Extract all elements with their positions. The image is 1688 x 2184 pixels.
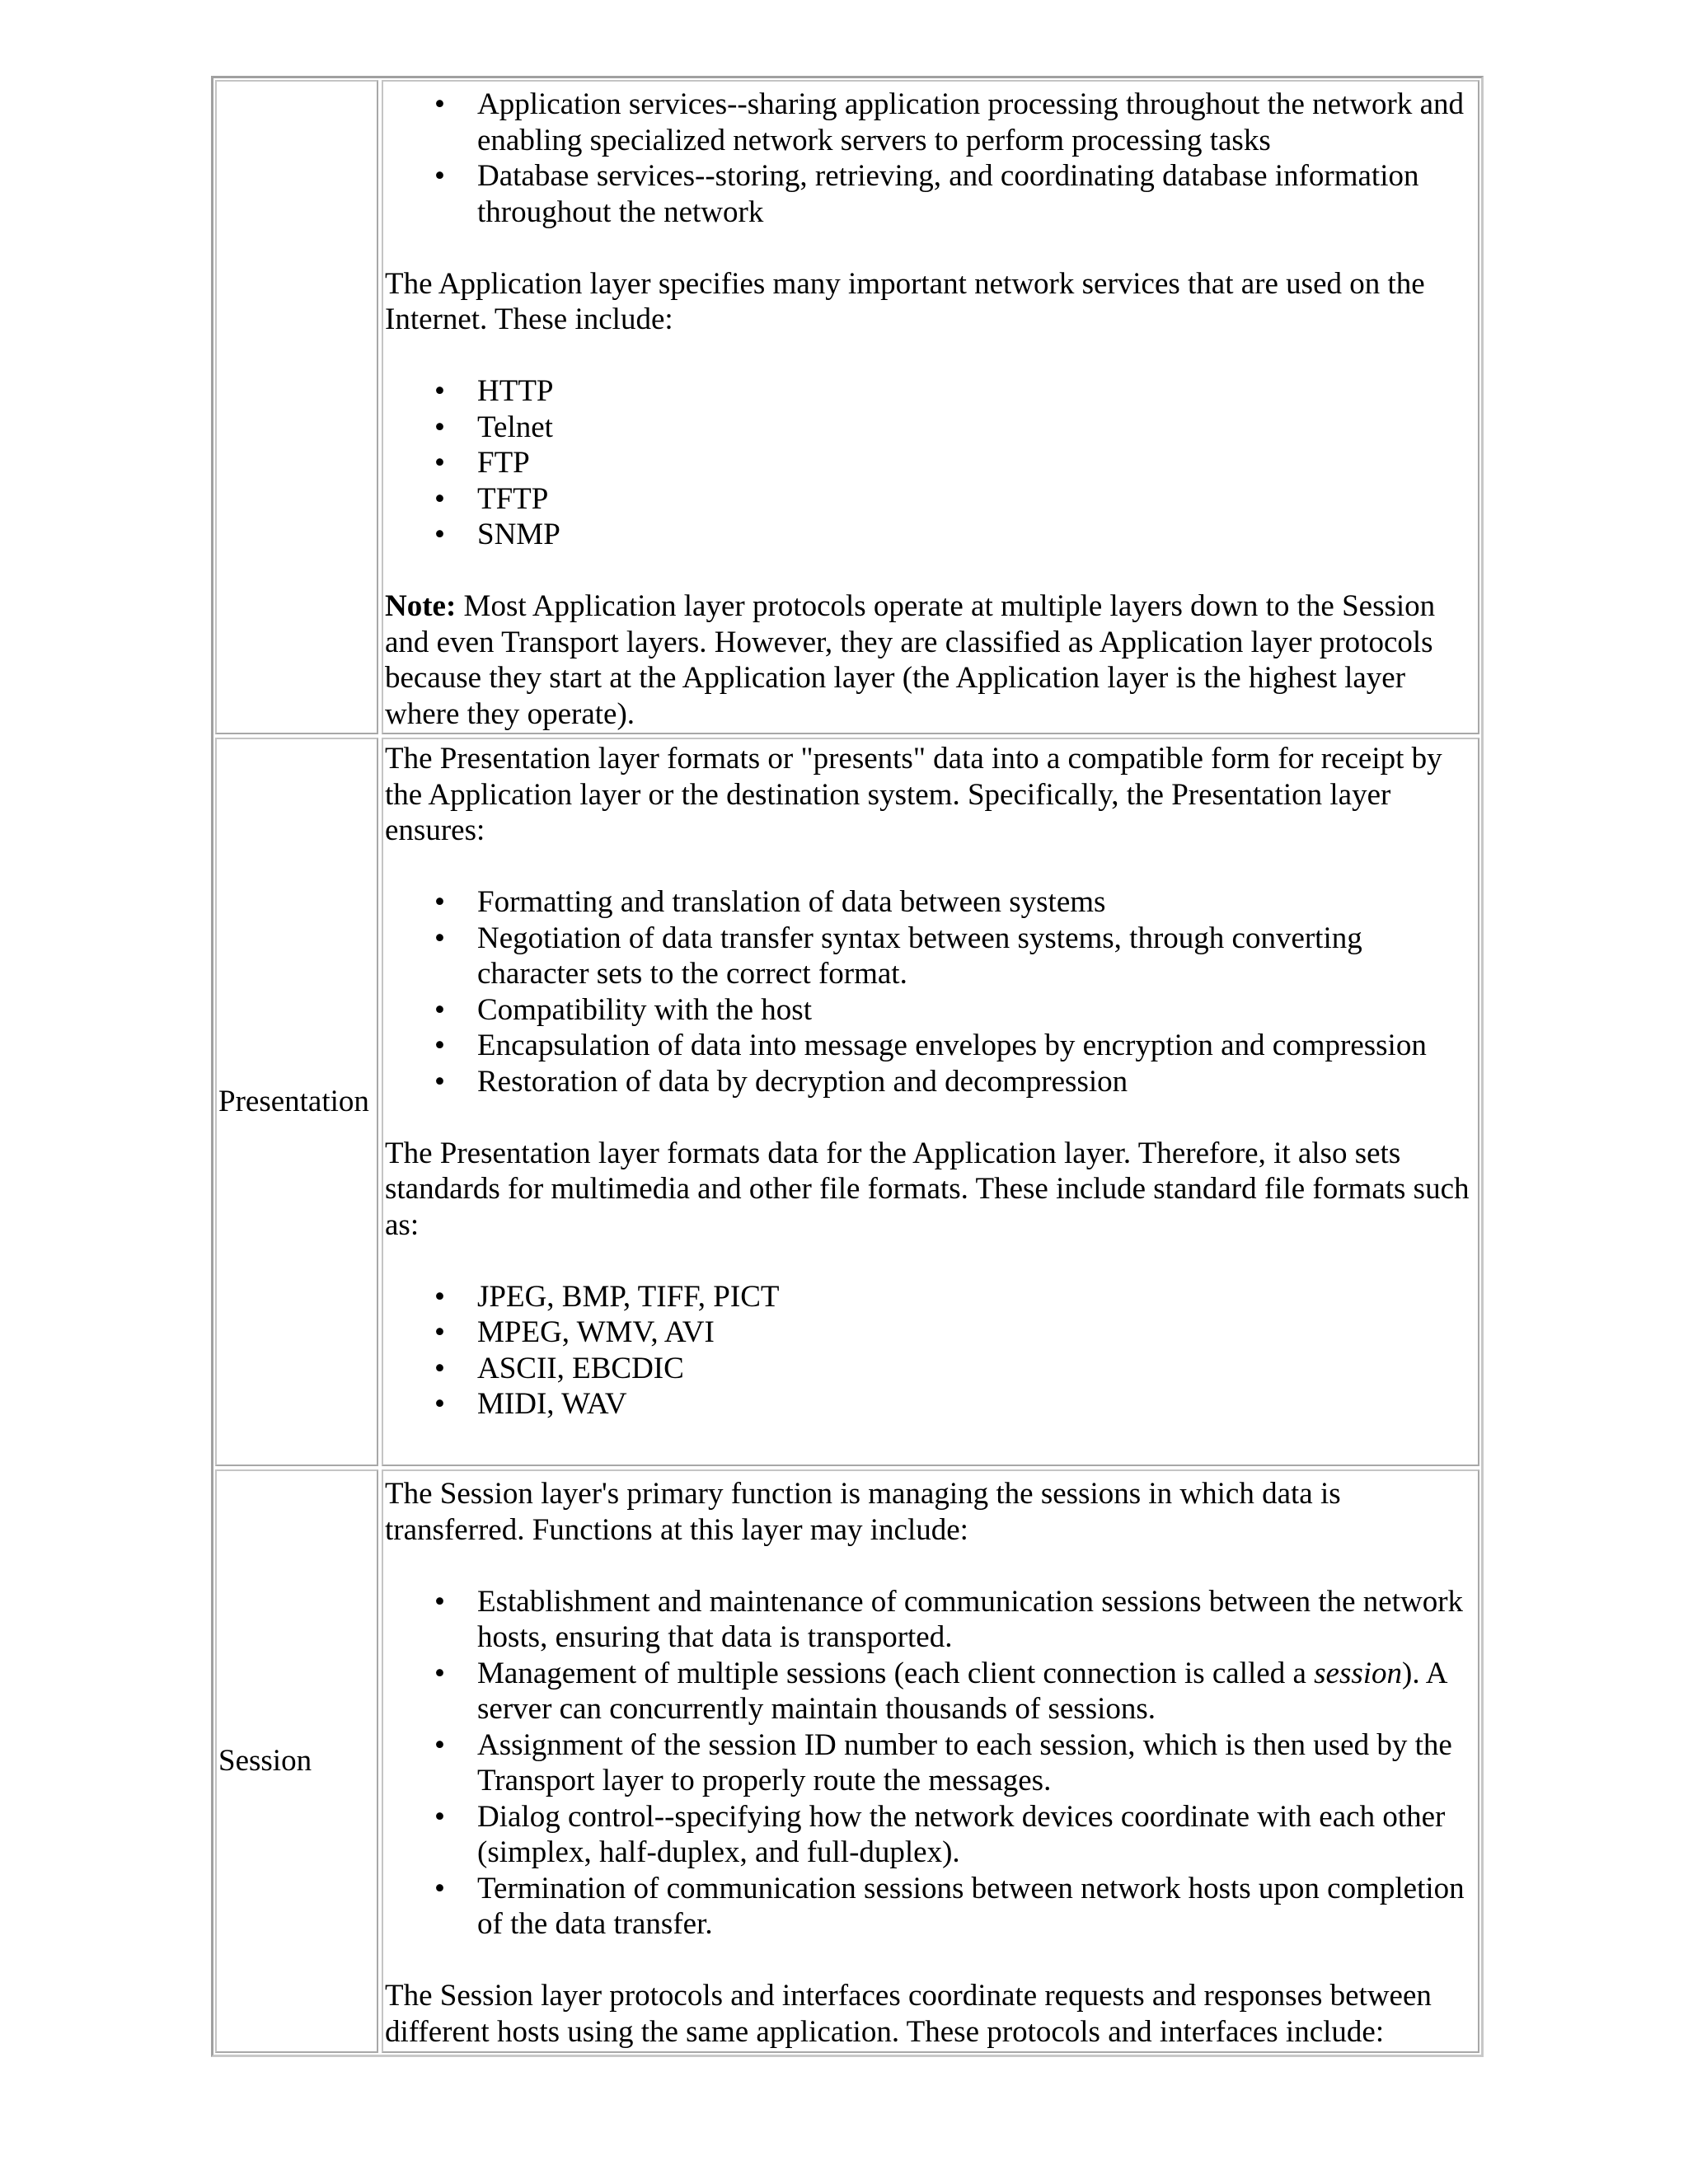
layer-description-cell [382, 1469, 1479, 2053]
bullet-list [385, 373, 1476, 553]
list-item: • Restoration of data by decryption and decompression [477, 1064, 1476, 1100]
layer-name: Session [218, 1744, 312, 1779]
layer-name-cell [215, 1469, 378, 2053]
list-item: • Establishment and maintenance of communication sessions between the network hosts, ensuring that data is transported. [477, 1584, 1476, 1656]
paragraph: The Presentation layer formats data for the Application layer. Therefore, it also sets standards for multimedia and other file formats. These include standard file formats such as: [385, 1136, 1470, 1242]
table-row-session [215, 1469, 1479, 2053]
list-item: • HTTP [477, 373, 1476, 410]
bullet-list [385, 1584, 1476, 1943]
paragraph: The Session layer's primary function is managing the sessions in which data is transferred. Functions at this layer may include: [385, 1477, 1341, 1547]
list-item: • SNMP [477, 517, 1476, 553]
layer-description-cell [382, 80, 1479, 734]
layer-name-cell [215, 738, 378, 1466]
note-label: Note: [385, 589, 457, 623]
list-item: • Negotiation of data transfer syntax between systems, through converting character sets to the correct format. [477, 921, 1476, 992]
note-paragraph [385, 588, 1476, 732]
osi-layers-table [211, 76, 1484, 2057]
list-item: • Formatting and translation of data between systems [477, 884, 1476, 921]
table-row-application [215, 80, 1479, 734]
list-item: • Encapsulation of data into message envelopes by encryption and compression [477, 1028, 1476, 1064]
list-item: • Database services--storing, retrieving, and coordinating database information throughout the network [477, 158, 1476, 230]
layer-name: Presentation [218, 1085, 369, 1119]
paragraph: The Presentation layer formats or "presents" data into a compatible form for receipt by the Application layer or the destination system. Specifically, the Presentation layer ensures: [385, 742, 1442, 847]
list-item: • Termination of communication sessions between network hosts upon completion of the data transfer. [477, 1871, 1476, 1943]
list-item: • Telnet [477, 410, 1476, 446]
list-item: • ASCII, EBCDIC [477, 1351, 1476, 1387]
bullet-list [385, 884, 1476, 1099]
list-item: • MPEG, WMV, AVI [477, 1315, 1476, 1351]
list-item: • Assignment of the session ID number to each session, which is then used by the Transport layer to properly route the messages. [477, 1727, 1476, 1799]
layer-description-cell [382, 738, 1479, 1466]
table-row-presentation [215, 738, 1479, 1466]
list-item: • TFTP [477, 481, 1476, 518]
layer-name-cell [215, 80, 378, 734]
list-item: • MIDI, WAV [477, 1386, 1476, 1422]
paragraph: The Session layer protocols and interfaces coordinate requests and responses between different hosts using the same application. These protocols and interfaces include: [385, 1979, 1432, 2049]
note-text: Most Application layer protocols operate at multiple layers down to the Session and even Transport layers. However, they are classified as Application layer protocols because they start at the Application layer (the Application layer is the highest layer where they operate). [385, 589, 1436, 731]
bullet-list [385, 1279, 1476, 1422]
list-item [477, 1656, 1476, 1727]
list-item-text: ). A server can concurrently maintain thousands of sessions. [477, 1656, 1447, 1726]
list-item: • JPEG, BMP, TIFF, PICT [477, 1279, 1476, 1315]
list-item-text: Management of multiple sessions (each client connection is called a [477, 1656, 1315, 1690]
list-item: • FTP [477, 445, 1476, 481]
list-item: • Compatibility with the host [477, 992, 1476, 1029]
paragraph: The Application layer specifies many important network services that are used on the Internet. These include: [385, 266, 1425, 336]
emphasis-session: session [1314, 1656, 1403, 1690]
list-item: • Dialog control--specifying how the network devices coordinate with each other (simplex, half-duplex, and full-duplex). [477, 1799, 1476, 1871]
list-item: • Application services--sharing application processing throughout the network and enabling specialized network servers to perform processing tasks [477, 87, 1476, 158]
bullet-list [385, 87, 1476, 230]
